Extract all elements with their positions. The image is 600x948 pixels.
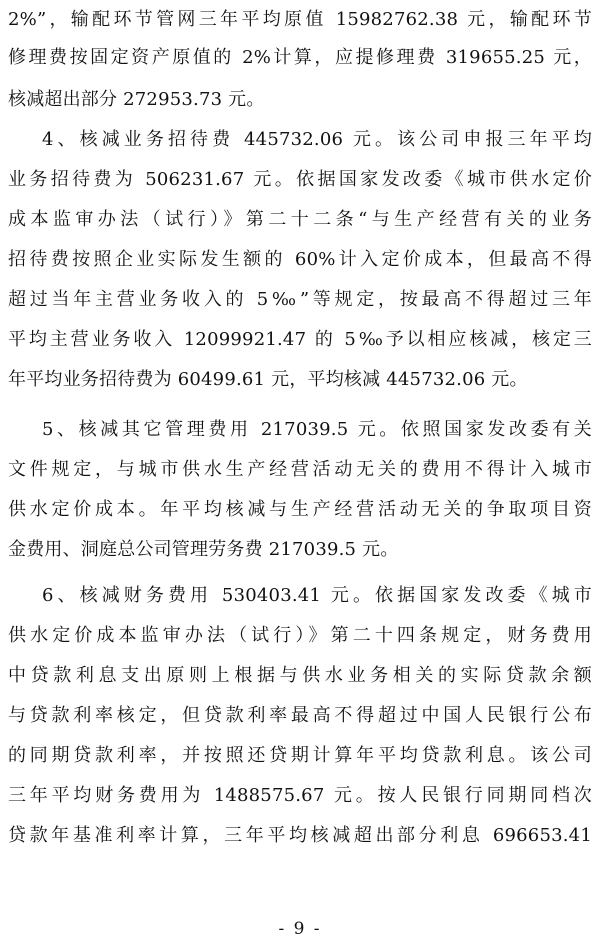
text-line-9: 平均主营业务收入 12099921.47 的 5‰予以相应核减，核定三 (8, 329, 592, 350)
text-line-12: 文件规定，与城市供水生产经营活动无关的费用不得计入城市 (8, 459, 592, 480)
text-line-6: 成本监审办法（试行）》第二十二条“与生产经营有关的业务 (8, 209, 592, 230)
text-line-2: 修理费按固定资产原值的 2%计算，应提修理费 319655.25 元， (8, 47, 592, 68)
text-line-21: 贷款年基准利率计算，三年平均核减超出部分利息 696653.41 (8, 825, 592, 846)
text-line-18: 与贷款利率核定，但贷款利率最高不得超过中国人民银行公布 (8, 705, 592, 726)
text-line-3: 核减超出部分 272953.73 元。 (8, 89, 265, 110)
text-line-17: 中贷款利息支出原则上根据与供水业务相关的实际贷款余额 (8, 665, 592, 686)
text-line-13: 供水定价成本。年平均核减与生产经营活动无关的争取项目资 (8, 499, 592, 520)
text-line-16: 供水定价成本监审办法（试行）》第二十四条规定，财务费用 (8, 625, 592, 646)
text-line-7: 招待费按照企业实际发生额的 60%计入定价成本，但最高不得 (8, 249, 592, 270)
text-line-4: 4、核减业务招待费 445732.06 元。该公司申报三年平均 (42, 129, 592, 150)
text-line-5: 业务招待费为 506231.67 元。依据国家发改委《城市供水定价 (8, 169, 592, 190)
text-line-19: 的同期贷款利率，并按照还贷期计算年平均贷款利息。该公司 (8, 745, 592, 766)
text-line-11: 5、核减其它管理费用 217039.5 元。依照国家发改委有关 (42, 419, 592, 440)
text-line-8: 超过当年主营业务收入的 5‰”等规定，按最高不得超过三年 (8, 289, 592, 310)
text-line-15: 6、核减财务费用 530403.41 元。依据国家发改委《城市 (42, 585, 592, 606)
text-line-20: 三年平均财务费用为 1488575.67 元。按人民银行同期同档次 (8, 785, 592, 806)
text-line-10: 年平均业务招待费为 60499.61 元，平均核减 445732.06 元。 (8, 369, 528, 390)
text-line-1: 2%”，输配环节管网三年平均原值 15982762.38 元，输配环节 (8, 9, 592, 30)
text-line-14: 金费用、洞庭总公司管理劳务费 217039.5 元。 (8, 539, 399, 560)
page-number: - 9 - (278, 919, 322, 939)
